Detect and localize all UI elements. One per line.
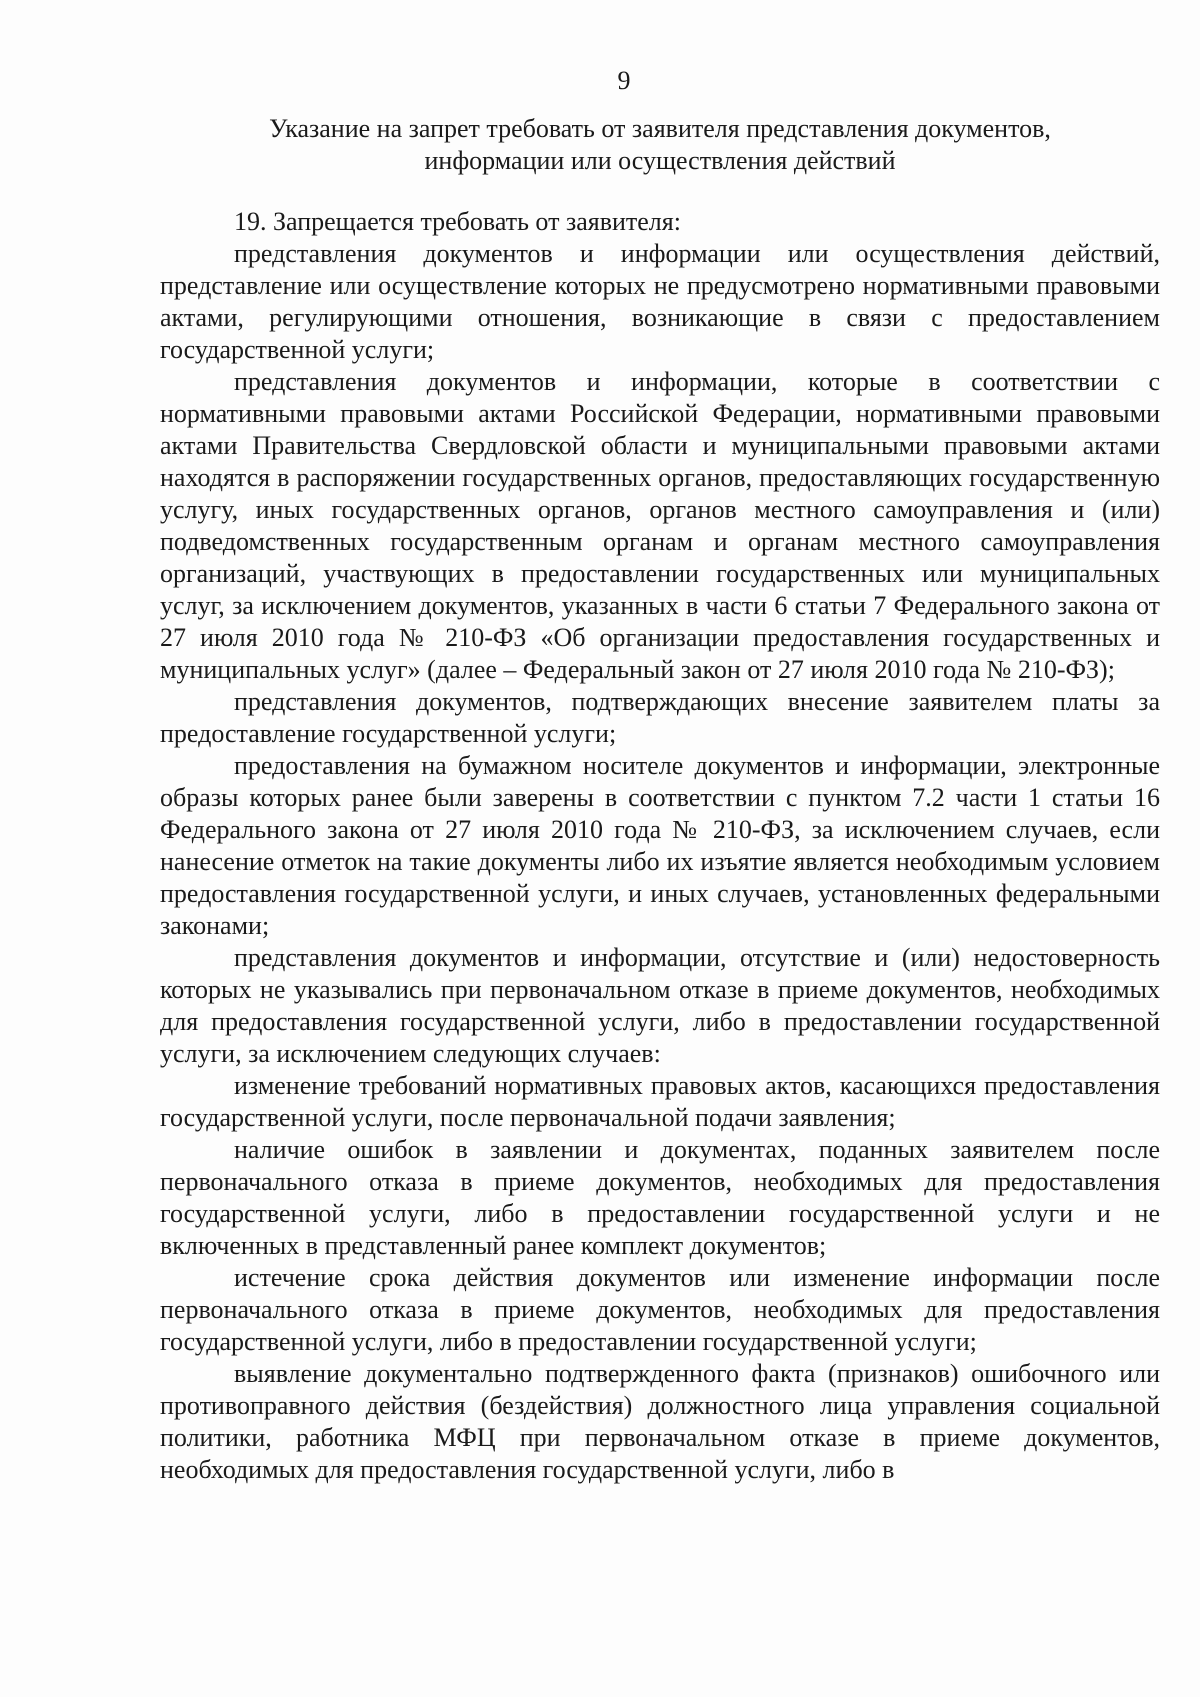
paragraph-documents-not-indicated-at-refusal: представления документов и информации, отсутствие и (или) недостоверность которых не указывались при первоначальном отказе в приеме документов, необходимых для предоставления государственной услуги, либо в предоставлении государственной услуги, за исключением следующих случаев:: [160, 943, 1160, 1068]
paragraph-exception-official-fault: выявление документально подтвержденного факта (признаков) ошибочного или противоправного действия (бездействия) должностного лица управления социальной политики, работника МФЦ при первоначальном отказе в приеме документов, необходимых для предоставления государственной услуги, либо в: [160, 1359, 1160, 1484]
paragraph-item-19-intro: 19. Запрещается требовать от заявителя:: [234, 207, 681, 236]
section-heading-line-2: информации или осуществления действий: [424, 146, 896, 175]
paragraph-unregulated-documents: представления документов и информации или осуществления действий, представление или осуществление которых не предусмотрено нормативными правовыми актами, регулирующими отношения, возникающие в связи с предоставлением государственной услуги;: [160, 239, 1160, 364]
paragraph-paper-copies: предоставления на бумажном носителе документов и информации, электронные образы которых ранее были заверены в соответствии с пунктом 7.2 части 1 статьи 16 Федерального закона от 27 июля 2010 года № 210-ФЗ, за исключением случаев, если нанесение отметок на такие документы либо их изъятие является необходимым условием предоставления государственной услуги, и иных случаев, установленных федеральными законами;: [160, 751, 1160, 940]
paragraph-exception-requirements-change: изменение требований нормативных правовых актов, касающихся предоставления государственной услуги, после первоначальной подачи заявления;: [160, 1071, 1160, 1132]
paragraph-exception-expiry: истечение срока действия документов или изменение информации после первоначального отказа в приеме документов, необходимых для предоставления государственной услуги, либо в предоставлении государственной услуги;: [160, 1263, 1160, 1356]
section-heading-line-1: Указание на запрет требовать от заявителя представления документов,: [269, 114, 1051, 143]
document-body: [160, 206, 1160, 1486]
paragraph-payment-documents: представления документов, подтверждающих внесение заявителем платы за предоставление государственной услуги;: [160, 687, 1160, 748]
paragraph-exception-errors: наличие ошибок в заявлении и документах, поданных заявителем после первоначального отказа в приеме документов, необходимых для предоставления государственной услуги, либо в предоставлении государственной услуги и не включенных в представленный ранее комплект документов;: [160, 1135, 1160, 1260]
section-heading: [160, 113, 1160, 177]
paragraph-documents-held-by-agencies: представления документов и информации, которые в соответствии с нормативными правовыми актами Российской Федерации, нормативными правовыми актами Правительства Свердловской области и муниципальными правовыми актами находятся в распоряжении государственных органов, предоставляющих государственную услугу, иных государственных органов, органов местного самоуправления и (или) подведомственных государственным органам и органам местного самоуправления организаций, участвующих в предоставлении государственных или муниципальных услуг, за исключением документов, указанных в части 6 статьи 7 Федерального закона от 27 июля 2010 года № 210-ФЗ «Об организации предоставления государственных и муниципальных услуг» (далее – Федеральный закон от 27 июля 2010 года № 210-ФЗ);: [160, 367, 1160, 684]
page-number: 9: [617, 66, 631, 95]
